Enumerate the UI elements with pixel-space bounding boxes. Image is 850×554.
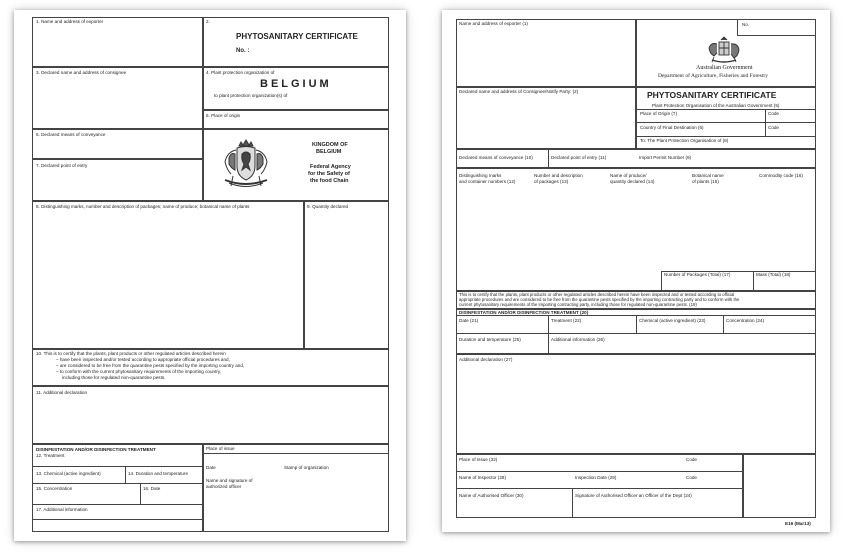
australia-coat-of-arms-icon (704, 36, 744, 66)
entry-label: 7. Declared point of entry (36, 163, 88, 168)
inspector-label: Name of Inspector (28) (459, 475, 506, 480)
officer-divider (572, 488, 573, 518)
entry-label: Declared point of entry (11) (551, 155, 607, 160)
inspector-code-label: Code (686, 475, 697, 480)
destination-label: Country of Final Destination (6) (640, 125, 704, 130)
produce-label-1: Name of produce/ (610, 173, 647, 178)
description-label: 8. Distinguishing marks, number and description of packages; name of produce; botanical name of plants (36, 204, 250, 209)
to-ppo-label: to plant protection organization(s) of (214, 93, 288, 98)
certificate-number-label: No. (742, 22, 750, 27)
conveyance-label: Declared means of conveyance (10) (459, 155, 533, 160)
concentration-label: 15. Concentration (36, 486, 73, 491)
consignee-label: 3. Declared name and address of consignee (36, 70, 127, 75)
certification-line-4: – to conform with the current phytosanitary requirements of the importing country, (56, 369, 222, 374)
certification-line-2: – have been inspected and/or tested according to appropriate official procedures and, (56, 357, 230, 362)
totals-left-divider (661, 271, 662, 291)
to-ppo-label: To: The Plant Protection Organisation of (8) (640, 138, 729, 143)
official-stamp-box (743, 454, 816, 518)
date-16-label: 16. Date (143, 486, 161, 491)
destination-underline (636, 136, 816, 137)
inspector-row-line (456, 488, 743, 489)
quantity-box (304, 201, 389, 349)
inspection-date-label: Inspection Date (29) (575, 475, 617, 480)
exporter-box (456, 19, 636, 87)
department-name: Department of Agriculture, Fisheries and Forestry (658, 73, 768, 79)
additional-info-divider (32, 519, 203, 520)
signature-label-1: Name and signature of (206, 478, 253, 483)
totals-mid-divider (753, 271, 754, 291)
origin-underline (636, 122, 816, 123)
issue-code-label: Code (686, 457, 697, 462)
treatment-row-line (456, 333, 816, 334)
destination-code-label: Code (768, 125, 779, 130)
ppo-underline (636, 109, 816, 110)
treatment-label: Treatment (22) (551, 318, 582, 323)
disinfestation-heading: DISINFESTATION AND/OR DISINFECTION TREATMENT (36, 447, 156, 452)
place-of-issue-line (203, 453, 389, 454)
stamp-label: Stamp of organization (284, 465, 329, 470)
consignee-box (32, 67, 203, 129)
marks-label-1: Distinguishing marks (459, 173, 502, 178)
additional-info-label: 17. Additional information (36, 507, 88, 512)
belgium-certificate-sheet (14, 10, 406, 541)
treatment-label: 12. Treatment (36, 453, 65, 458)
consignee-box (456, 87, 636, 149)
packages-label-1: Number and description (534, 173, 583, 178)
kingdom-line-2: BELGIUM (316, 149, 342, 155)
chemical-label: Chemical (active ingredient) (23) (639, 318, 706, 323)
packages-total-label: Number of Packages (Total) (17) (664, 272, 731, 277)
certification-line-3: – are considered to be free from the quarantine pests specified by the importing country and, (56, 363, 245, 368)
commodity-label: Commodity code (16) (759, 173, 803, 178)
produce-label-2: quantity declared (14) (610, 179, 655, 184)
place-of-issue-label: Place of Issue (32) (459, 457, 498, 462)
certification-line-5: including those for regulated non-quarantine pests. (62, 375, 166, 380)
consignee-label: Declared name and address of Consignee/Notify Party: (2) (459, 89, 579, 94)
botanical-label-2: of plants (15) (692, 179, 719, 184)
field-2-label: 2. (206, 19, 210, 24)
treatment-divider (636, 315, 637, 333)
agency-line-3: the food Chain (310, 178, 349, 184)
chemical-row-divider (32, 483, 203, 484)
ppo-label: Plant Protection Organisation of the Australian Government (5) (652, 103, 780, 108)
agency-line-1: Federal Agency (310, 164, 351, 170)
certification-line-2: appropriate procedures and are considered to be free from the quarantine pests specified by the importing contracting party and to conform with the (459, 297, 740, 302)
place-of-issue-label: Place of issue (206, 446, 235, 451)
duration-label: 14. Duration and temperature (128, 471, 189, 476)
officer-signature-label: Signature of Authorised Officer an Officer of the Dept (34) (575, 493, 692, 498)
chemical-divider (723, 315, 724, 333)
agency-line-2: for the Safety of (308, 171, 350, 177)
chemical-divider (125, 466, 126, 483)
certification-line-1: 10. This is to certify that the plants, plant products or other regulated articles described herein (36, 351, 226, 356)
permit-label: Import Permit Number (9) (639, 155, 692, 160)
treatment-date-label: Date (21) (459, 318, 479, 323)
additional-declaration-label: Additional declaration (27) (459, 357, 513, 362)
certificate-title: PHYTOSANITARY CERTIFICATE (236, 32, 358, 41)
origin-label: 5. Place of origin (206, 113, 241, 118)
issue-date-label: Date (206, 465, 216, 470)
date-divider (548, 315, 549, 354)
certificate-number-label: No. : (236, 48, 250, 54)
issue-row-line (456, 471, 743, 472)
gov-name: Australian Government (696, 65, 753, 71)
concentration-row-divider (32, 504, 203, 505)
packages-label-2: of packages (13) (534, 179, 569, 184)
duration-label: Duration and temperature (25) (459, 337, 521, 342)
exporter-label: 1. Name and address of exporter (36, 19, 104, 24)
treatment-divider (32, 466, 203, 467)
certification-line-3: current phytosanitary requirements of the importing contracting party, including those for regulated non-quarantine pests. (19) (459, 302, 697, 307)
certificate-title: PHYTOSANITARY CERTIFICATE (647, 90, 777, 100)
additional-info-label: Additional information (26) (551, 337, 605, 342)
ppo-label: 4. Plant protection organization of (206, 70, 275, 75)
chemical-label: 13. Chemical (active ingredient) (36, 471, 101, 476)
description-box (32, 201, 304, 349)
marks-label-2: and container numbers (12) (459, 179, 516, 184)
authorised-officer-label: Name of Authorised Officer (30) (459, 493, 524, 498)
australia-certificate-sheet (442, 10, 830, 532)
additional-declaration-label: 11. Additional declaration (36, 390, 87, 395)
exporter-label: Name and address of exporter (1) (459, 21, 528, 26)
kingdom-line-1: KINGDOM OF (312, 142, 348, 148)
concentration-label: Concentration (24) (726, 318, 765, 323)
belgium-coat-of-arms-icon (217, 136, 275, 194)
concentration-divider (140, 483, 141, 504)
certificate-title-box (203, 17, 389, 67)
origin-code-label: Code (768, 111, 779, 116)
issue-section (456, 454, 743, 518)
quantity-label: 9. Quantity declared (307, 204, 349, 209)
number-underline (737, 35, 816, 36)
mass-total-label: Mass (Total) (18) (756, 272, 791, 277)
signature-label-2: authorized officer (206, 484, 242, 489)
disinfestation-heading: DISINFESTATION AND/OR DISINFECTION TREATMENT (20) (459, 310, 589, 315)
conveyance-divider (548, 149, 549, 168)
additional-declaration-box (456, 354, 816, 454)
country-name: BELGIUM (260, 78, 332, 90)
form-code: E16 (Mar13) (785, 521, 811, 526)
botanical-label-1: Botanical name (692, 173, 724, 178)
certification-line-1: This is to certify that the plants, plant products or other regulated articles described herein have been inspected and or tested according to official (459, 292, 735, 297)
number-divider (737, 19, 738, 35)
origin-label: Place of Origin (7) (640, 111, 678, 116)
conveyance-label: 6. Declared means of conveyance (36, 132, 106, 137)
